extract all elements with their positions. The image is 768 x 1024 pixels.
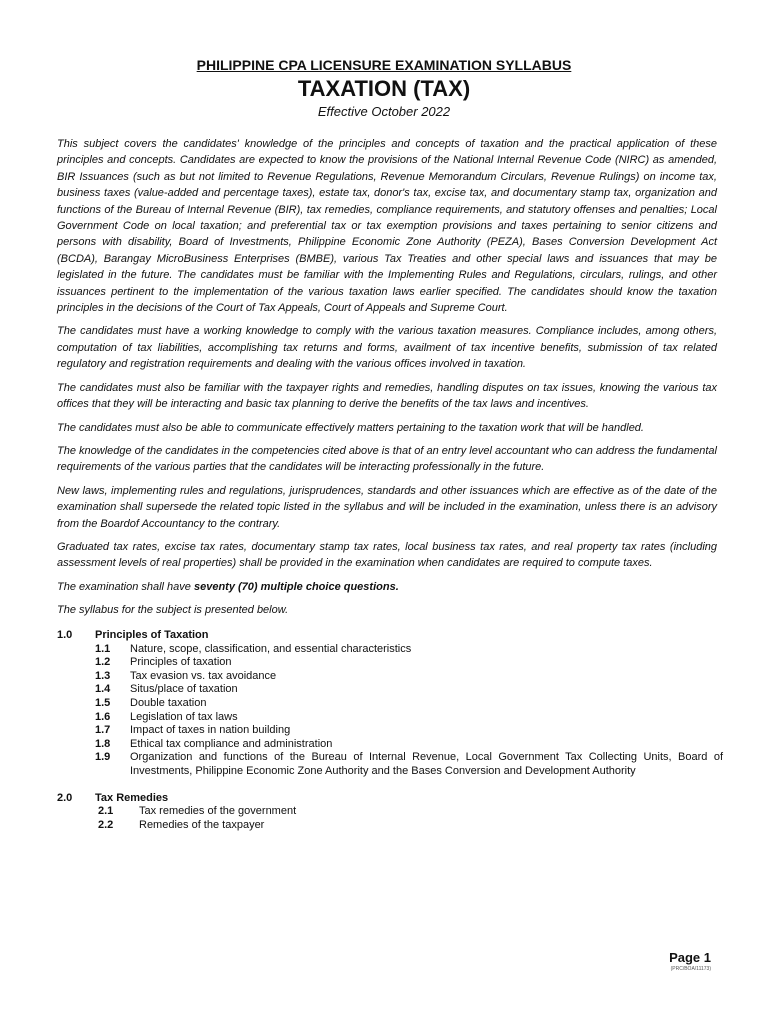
intro-paragraph-new-laws: New laws, implementing rules and regulations, jurisprudences, standards and other issuances which are effective as of the date of the examination shall supersede the related topic listed in the syllabus and will be included in the examination, unless there is an advisory from the Boardof Accountancy to the contrary. — [57, 484, 717, 530]
section-number: 2.0 — [57, 791, 73, 804]
item-number: 1.2 — [95, 656, 111, 669]
document-code: (PRC/BOA/11173) — [670, 966, 711, 972]
item-number: 1.8 — [95, 737, 111, 750]
item-text: Double taxation — [130, 696, 207, 709]
intro-paragraph-remedies: The candidates must also be familiar with the taxpayer rights and remedies, handling disputes on tax issues, knowing the various tax offices that they will be interacting and basic tax planning to derive the benefits of the tax laws and incentives. — [57, 381, 717, 411]
item-text: Tax evasion vs. tax avoidance — [130, 669, 277, 682]
list-item — [95, 670, 723, 684]
exam-question-count: seventy (70) multiple choice questions. — [193, 580, 399, 593]
item-text: Nature, scope, classification, and essential characteristics — [130, 642, 412, 655]
item-number: 2.1 — [98, 805, 114, 818]
section-number: 1.0 — [57, 629, 73, 641]
list-item — [95, 683, 723, 697]
list-item — [95, 643, 723, 657]
intro-paragraph-exam-format — [57, 579, 717, 595]
section-heading — [57, 792, 723, 806]
item-number: 1.6 — [95, 710, 111, 723]
effective-date: Effective October 2022 — [317, 104, 451, 119]
item-text: Remedies of the taxpayer — [139, 818, 265, 831]
item-number: 1.9 — [95, 751, 111, 764]
section-tax-remedies — [57, 792, 723, 833]
item-number: 1.7 — [95, 724, 111, 737]
list-item — [95, 697, 723, 711]
exam-format-prefix: The examination shall have — [57, 580, 194, 593]
intro-paragraph-communication: The candidates must also be able to communicate effectively matters pertaining to the taxation work that will be handled. — [57, 421, 644, 434]
item-number: 1.1 — [95, 642, 111, 655]
intro-paragraph-scope: This subject covers the candidates' knowledge of the principles and concepts of taxation and the practical application of these principles and concepts. Candidates are expected to know the provisions of the National Internal Revenue Code (NIRC) as amended, BIR Issuances (such as but not limited to Revenue Regulations, Revenue Memorandum Circulars, Revenue Rulings) on income tax, business taxes (value-added and percentage taxes), estate tax, donor's tax, excise tax, and documentary stamp tax, organization and functions of the Bureau of Internal Revenue (BIR), tax remedies, compliance requirements, and statutory offenses and penalties; Local Government Code on local taxation; and preferential tax or tax exemption provisions and taxes pertaining to senior citizens and persons with disability, Board of Investments, Philippine Economic Zone Authority (PEZA), Bases Conversion Development Act (BCDA), Barangay MicroBusiness Enterprises (BMBE), various Tax Treaties and other special laws and issuances that may be legislated in the future. The candidates must be familiar with the Implementing Rules and Regulations, circulars, rulings, and other issuances pertinent to the implementation of the various taxation laws earlier specified. The candidates should know the taxation principles in the decisions of the Court of Tax Appeals, Court of Appeals and Supreme Court. — [57, 138, 717, 315]
section-principles-of-taxation — [57, 629, 723, 779]
item-number: 1.4 — [95, 683, 111, 696]
list-item — [95, 738, 723, 752]
item-text: Ethical tax compliance and administration — [130, 737, 333, 750]
item-text: Principles of taxation — [130, 656, 232, 669]
item-text: Organization and functions of the Bureau of Internal Revenue, Local Government Tax Collecting Units, Board of Investments, Philippine Economic Zone Authority and the Bases Conversion and Development Authority — [130, 751, 723, 777]
syllabus-heading: PHILIPPINE CPA LICENSURE EXAMINATION SYLLABUS — [196, 57, 572, 73]
item-number: 1.3 — [95, 669, 111, 682]
list-item — [95, 711, 723, 725]
subject-title: TAXATION (TAX) — [297, 76, 471, 101]
intro-paragraph-compliance: The candidates must have a working knowledge to comply with the various taxation measures. Compliance includes, among others, computation of tax liabilities, accomplishing tax returns and forms, availment of tax incentive benefits, submission of tax related regulatory and registration requirements and dealing with the various offices involved in taxation. — [57, 325, 717, 371]
item-text: Tax remedies of the government — [139, 805, 297, 818]
item-number: 1.5 — [95, 696, 111, 709]
item-text: Impact of taxes in nation building — [130, 724, 291, 737]
page-number: Page 1 — [669, 950, 711, 965]
list-item — [95, 819, 723, 833]
section-heading — [57, 629, 723, 643]
list-item — [95, 724, 723, 738]
intro-paragraph-knowledge-level: The knowledge of the candidates in the competencies cited above is that of an entry level accountant who can address the fundamental requirements of the various parties that the candidates will be interacting professionally in the future. — [57, 444, 717, 474]
list-item — [95, 656, 723, 670]
section-title: Principles of Taxation — [95, 629, 209, 641]
intro-text — [57, 136, 717, 626]
list-item — [95, 751, 723, 778]
item-text: Legislation of tax laws — [130, 710, 238, 723]
intro-paragraph-tax-rates: Graduated tax rates, excise tax rates, documentary stamp tax rates, local business tax rates, and real property tax rates (including assessment levels of real properties) shall be provided in the examination when candidates are required to compute taxes. — [57, 540, 717, 570]
document-header — [0, 56, 768, 120]
intro-paragraph-syllabus-intro: The syllabus for the subject is presented below. — [57, 604, 289, 617]
syllabus-outline — [57, 629, 723, 845]
item-number: 2.2 — [98, 818, 114, 831]
list-item — [95, 805, 723, 819]
section-title: Tax Remedies — [95, 791, 169, 804]
item-text: Situs/place of taxation — [130, 683, 238, 696]
